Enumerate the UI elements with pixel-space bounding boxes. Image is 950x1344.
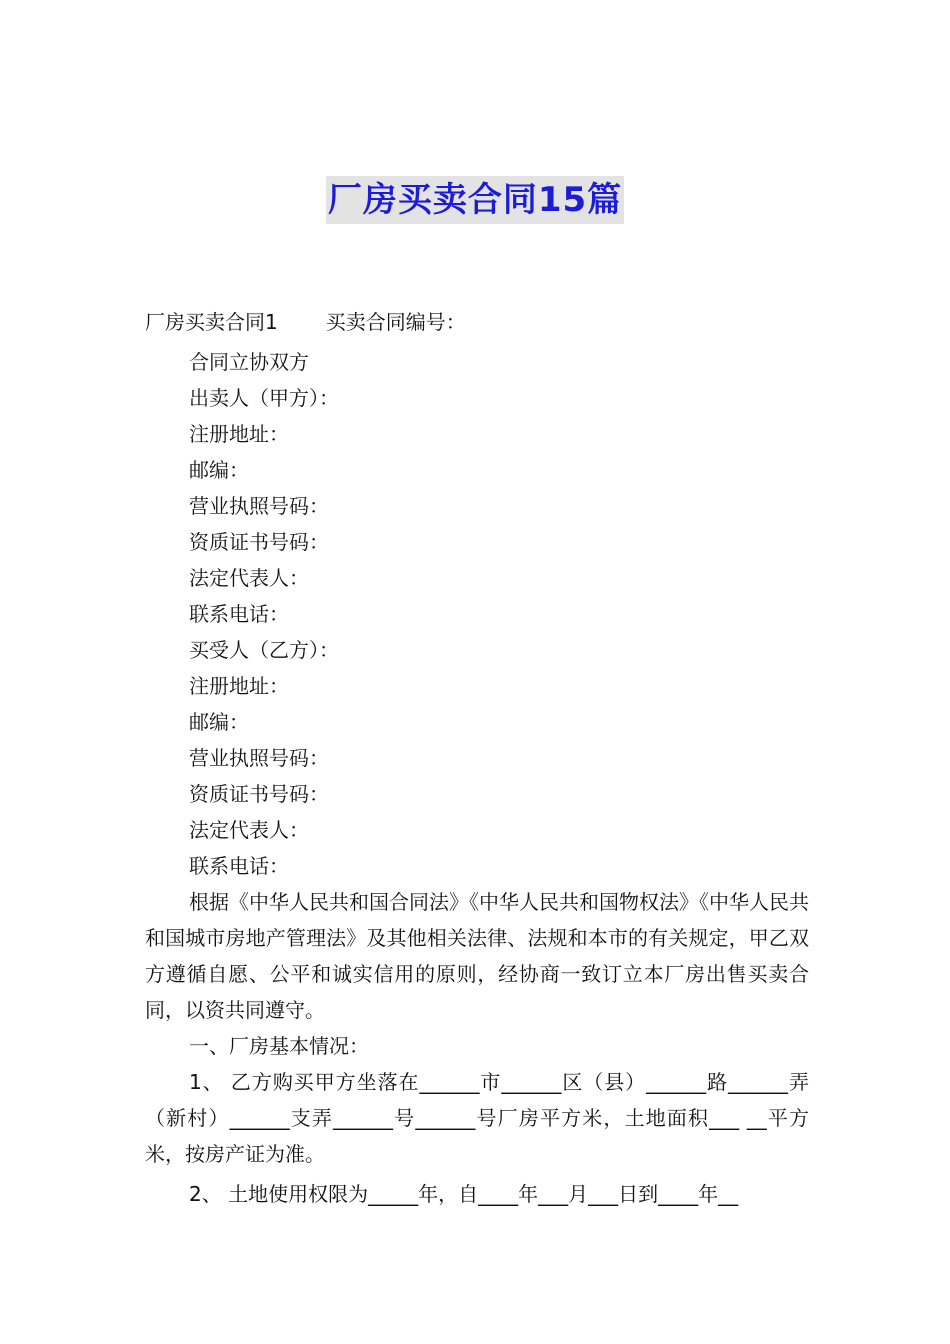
party-line: 法定代表人： — [189, 566, 309, 590]
party-line: 合同立协双方 — [189, 350, 309, 374]
party-line: 资质证书号码： — [189, 530, 329, 554]
party-line: 注册地址： — [189, 422, 289, 446]
contract-number-label: 买卖合同编号： — [325, 310, 466, 334]
party-line: 资质证书号码： — [189, 782, 329, 806]
party-line: 出卖人（甲方）： — [189, 386, 339, 410]
party-line: 注册地址： — [189, 674, 289, 698]
contract-heading — [145, 304, 809, 340]
document-title-text: 厂房买卖合同15篇 — [326, 176, 624, 224]
party-line: 联系电话： — [189, 602, 289, 626]
contract-heading-title: 厂房买卖合同1 — [145, 310, 278, 334]
preamble-paragraph: 根据《中华人民共和国合同法》《中华人民共和国物权法》《中华人民共和国城市房地产管理法》及其他相关法律、法规和本市的有关规定，甲乙双方遵循自愿、公平和诚实信用的原则，经协商一致订立本厂房出售买卖合同，以资共同遵守。 — [145, 890, 809, 1022]
party-line: 邮编： — [189, 710, 249, 734]
party-line: 营业执照号码： — [189, 494, 329, 518]
clause-item-2: 2、 土地使用权限为_____年，自____年___月___日到____年__ — [189, 1182, 739, 1206]
party-line: 邮编： — [189, 458, 249, 482]
section-heading: 一、厂房基本情况： — [189, 1034, 369, 1058]
party-line: 法定代表人： — [189, 818, 309, 842]
party-line: 联系电话： — [189, 854, 289, 878]
document-body — [145, 304, 809, 1212]
party-line: 买受人（乙方）： — [189, 638, 339, 662]
clause-item-1: 1、 乙方购买甲方坐落在______市______区（县）______路______弄（新村）______支弄______号______号厂房平方米，土地面积___ __平方米，按房产证为准。 — [145, 1070, 809, 1166]
party-line: 营业执照号码： — [189, 746, 329, 770]
document-title — [0, 176, 950, 230]
